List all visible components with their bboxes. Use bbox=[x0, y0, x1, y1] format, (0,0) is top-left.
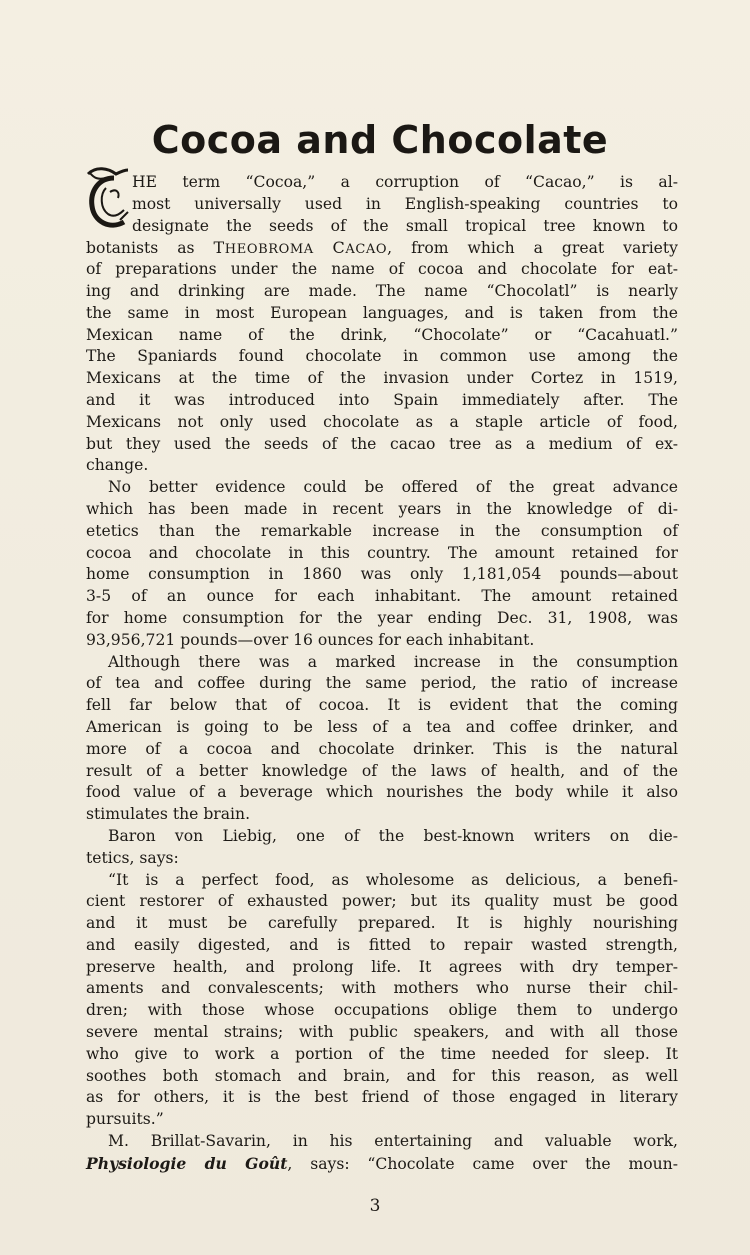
text-line: soothes both stomach and brain, and for this reason, as well bbox=[86, 1066, 678, 1085]
text-line: home consumption in 1860 was only 1,181,054 pounds—about bbox=[86, 565, 678, 584]
text-line: “It is a perfect food, as wholesome as delicious, a benefi- bbox=[108, 870, 678, 889]
text-line: stimulates the brain. bbox=[86, 805, 251, 824]
text-line: which has been made in recent years in the knowledge of di- bbox=[86, 499, 678, 518]
text-line: etetics than the remarkable increase in the consumption of bbox=[86, 521, 678, 540]
text-line: and it must be carefully prepared. It is highly nourishing bbox=[86, 914, 678, 933]
page-number: 3 bbox=[369, 1196, 381, 1216]
text-line: 93,956,721 pounds—over 16 ounces for each inhabitant. bbox=[86, 630, 535, 649]
text-line: pursuits.” bbox=[86, 1110, 164, 1129]
book-title-italic: Physiologie du Goût bbox=[86, 1153, 288, 1173]
text-line: and it was introduced into Spain immediately after. The bbox=[86, 390, 678, 409]
text-line: preserve health, and prolong life. It agrees with dry temper- bbox=[86, 957, 678, 976]
text-line: as for others, it is the best friend of those engaged in literary bbox=[86, 1088, 678, 1107]
text-line: Mexicans not only used chocolate as a staple article of food, bbox=[86, 412, 678, 431]
text-line: most universally used in English-speaking countries to bbox=[132, 194, 678, 213]
text-line: and easily digested, and is fitted to repair wasted strength, bbox=[86, 935, 678, 954]
text-line: for home consumption for the year ending Dec. 31, 1908, was bbox=[86, 608, 678, 627]
text-line: who give to work a portion of the time needed for sleep. It bbox=[86, 1044, 678, 1063]
text-line: cient restorer of exhausted power; but its quality must be good bbox=[86, 892, 678, 911]
text-line: tetics, says: bbox=[86, 848, 179, 867]
text-line: cocoa and chocolate in this country. The amount retained for bbox=[86, 543, 678, 562]
text-line: 3-5 of an ounce for each inhabitant. The amount retained bbox=[86, 587, 678, 606]
decorative-dropcap-icon bbox=[84, 164, 130, 234]
text-line: ing and drinking are made. The name “Chocolatl” is nearly bbox=[86, 281, 678, 300]
text-line: Baron von Liebig, one of the best-known writers on die- bbox=[108, 826, 678, 845]
text-line: aments and convalescents; with mothers who nurse their chil- bbox=[86, 979, 678, 998]
text-line: the same in most European languages, and is taken from the bbox=[86, 303, 678, 322]
text-line: M. Brillat-Savarin, in his entertaining and valuable work, bbox=[108, 1132, 678, 1151]
body-text bbox=[86, 172, 678, 1175]
text-line: result of a better knowledge of the laws of health, and of the bbox=[86, 761, 678, 780]
text-line: No better evidence could be offered of the great advance bbox=[108, 478, 678, 497]
text-line: of preparations under the name of cocoa and chocolate for eat- bbox=[86, 260, 678, 279]
text-line: Physiologie du Goût, says: “Chocolate came over the moun- bbox=[86, 1153, 678, 1173]
botanical-name: THEOBROMA CACAO bbox=[213, 238, 388, 258]
text-line: American is going to be less of a tea and coffee drinker, and bbox=[86, 717, 678, 736]
page-title: Cocoa and Chocolate bbox=[151, 118, 609, 162]
text-line: Although there was a marked increase in the consumption bbox=[108, 652, 678, 671]
text-line: dren; with those whose occupations oblige them to undergo bbox=[86, 1001, 678, 1020]
text-line: food value of a beverage which nourishes the body while it also bbox=[86, 783, 678, 802]
text-line: Mexican name of the drink, “Chocolate” or “Cacahuatl.” bbox=[86, 325, 678, 344]
text-line: but they used the seeds of the cacao tree as a medium of ex- bbox=[86, 434, 678, 453]
text-line: more of a cocoa and chocolate drinker. This is the natural bbox=[86, 739, 678, 758]
text-line: change. bbox=[86, 456, 149, 475]
text-line: fell far below that of cocoa. It is evident that the coming bbox=[86, 696, 678, 715]
text-line: severe mental strains; with public speakers, and with all those bbox=[86, 1023, 678, 1042]
text-line: Mexicans at the time of the invasion under Cortez in 1519, bbox=[86, 369, 678, 388]
text-line: designate the seeds of the small tropical tree known to bbox=[132, 216, 678, 235]
text-line: botanists as THEOBROMA CACAO, from which a great variety bbox=[86, 238, 678, 258]
text-line: The Spaniards found chocolate in common use among the bbox=[86, 347, 678, 366]
text-line: of tea and coffee during the same period, the ratio of increase bbox=[86, 674, 678, 693]
text-line: HE term “Cocoa,” a corruption of “Cacao,” is al- bbox=[132, 173, 678, 191]
